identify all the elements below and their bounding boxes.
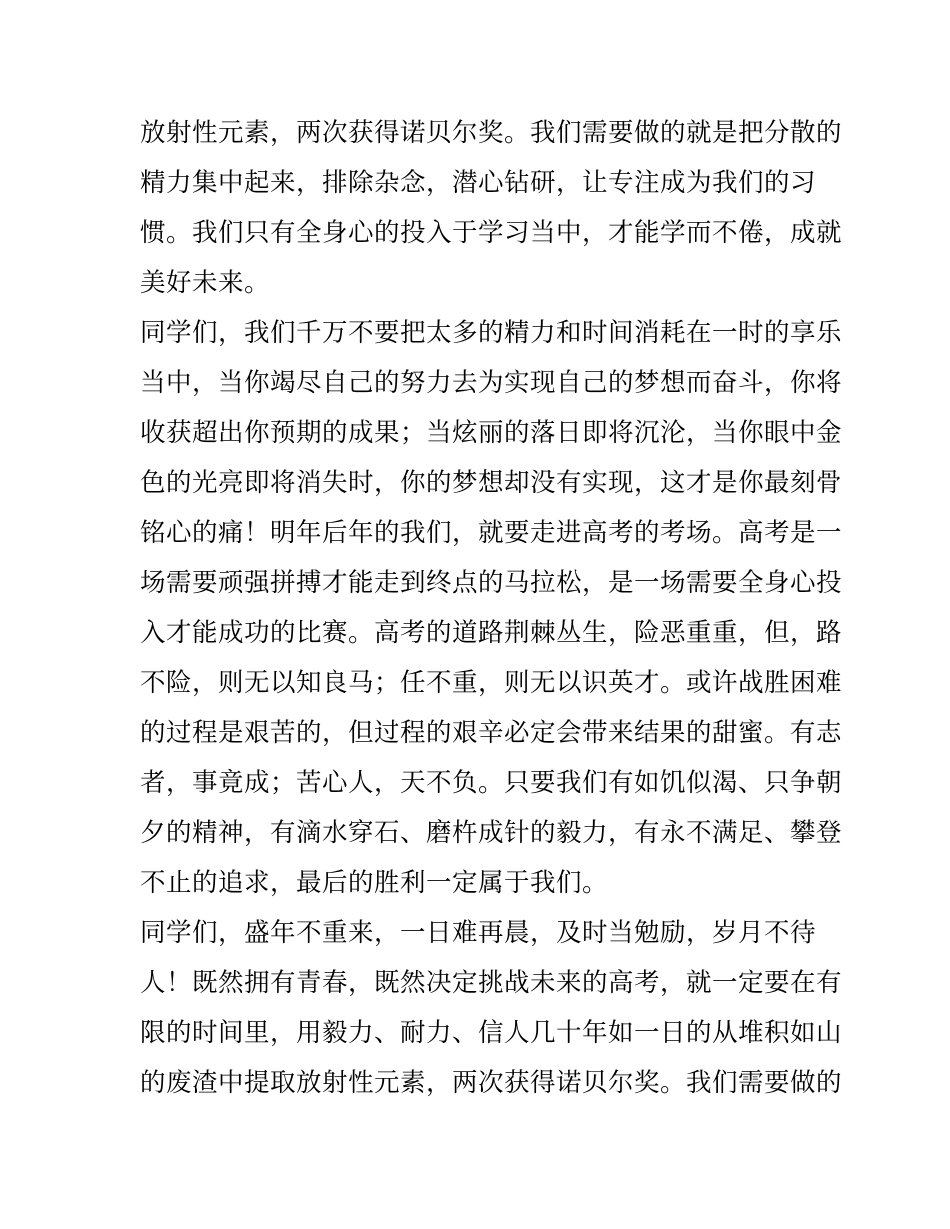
text-line: 铭心的痛！明年后年的我们，就要走进高考的考场。高考是一 [140, 518, 843, 548]
text-line: 场需要顽强拼搏才能走到终点的马拉松，是一场需要全身心投 [140, 568, 843, 598]
document-body [140, 108, 843, 1108]
text-line: 不止的追求，最后的胜利一定属于我们。 [140, 868, 609, 898]
text-line: 人！既然拥有青春，既然决定挑战未来的高考，就一定要在有 [140, 968, 843, 998]
text-line: 入才能成功的比赛。高考的道路荆棘丛生，险恶重重，但，路 [140, 618, 843, 648]
text-line: 不险，则无以知良马；任不重，则无以识英才。或许战胜困难 [140, 668, 843, 698]
text-line: 色的光亮即将消失时，你的梦想却没有实现，这才是你最刻骨 [140, 468, 843, 498]
text-line: 同学们，我们千万不要把太多的精力和时间消耗在一时的享乐 [140, 318, 843, 348]
text-line: 美好未来。 [140, 268, 271, 298]
text-line: 夕的精神，有滴水穿石、磨杵成针的毅力，有永不满足、攀登 [140, 818, 843, 848]
text-line: 的废渣中提取放射性元素，两次获得诺贝尔奖。我们需要做的 [140, 1068, 843, 1098]
text-line: 者，事竟成；苦心人，天不负。只要我们有如饥似渴、只争朝 [140, 768, 843, 798]
text-line: 精力集中起来，排除杂念，潜心钻研，让专注成为我们的习 [140, 168, 817, 198]
text-line: 放射性元素，两次获得诺贝尔奖。我们需要做的就是把分散的 [140, 118, 843, 148]
text-line: 的过程是艰苦的，但过程的艰辛必定会带来结果的甜蜜。有志 [140, 718, 843, 748]
text-line: 当中，当你竭尽自己的努力去为实现自己的梦想而奋斗，你将 [140, 368, 843, 398]
text-line: 惯。我们只有全身心的投入于学习当中，才能学而不倦，成就 [140, 218, 843, 248]
text-line: 收获超出你预期的成果；当炫丽的落日即将沉沦，当你眼中金 [140, 418, 843, 448]
text-line: 同学们，盛年不重来，一日难再晨，及时当勉励，岁月不待 [140, 918, 817, 948]
text-line: 限的时间里，用毅力、耐力、信人几十年如一日的从堆积如山 [140, 1018, 843, 1048]
